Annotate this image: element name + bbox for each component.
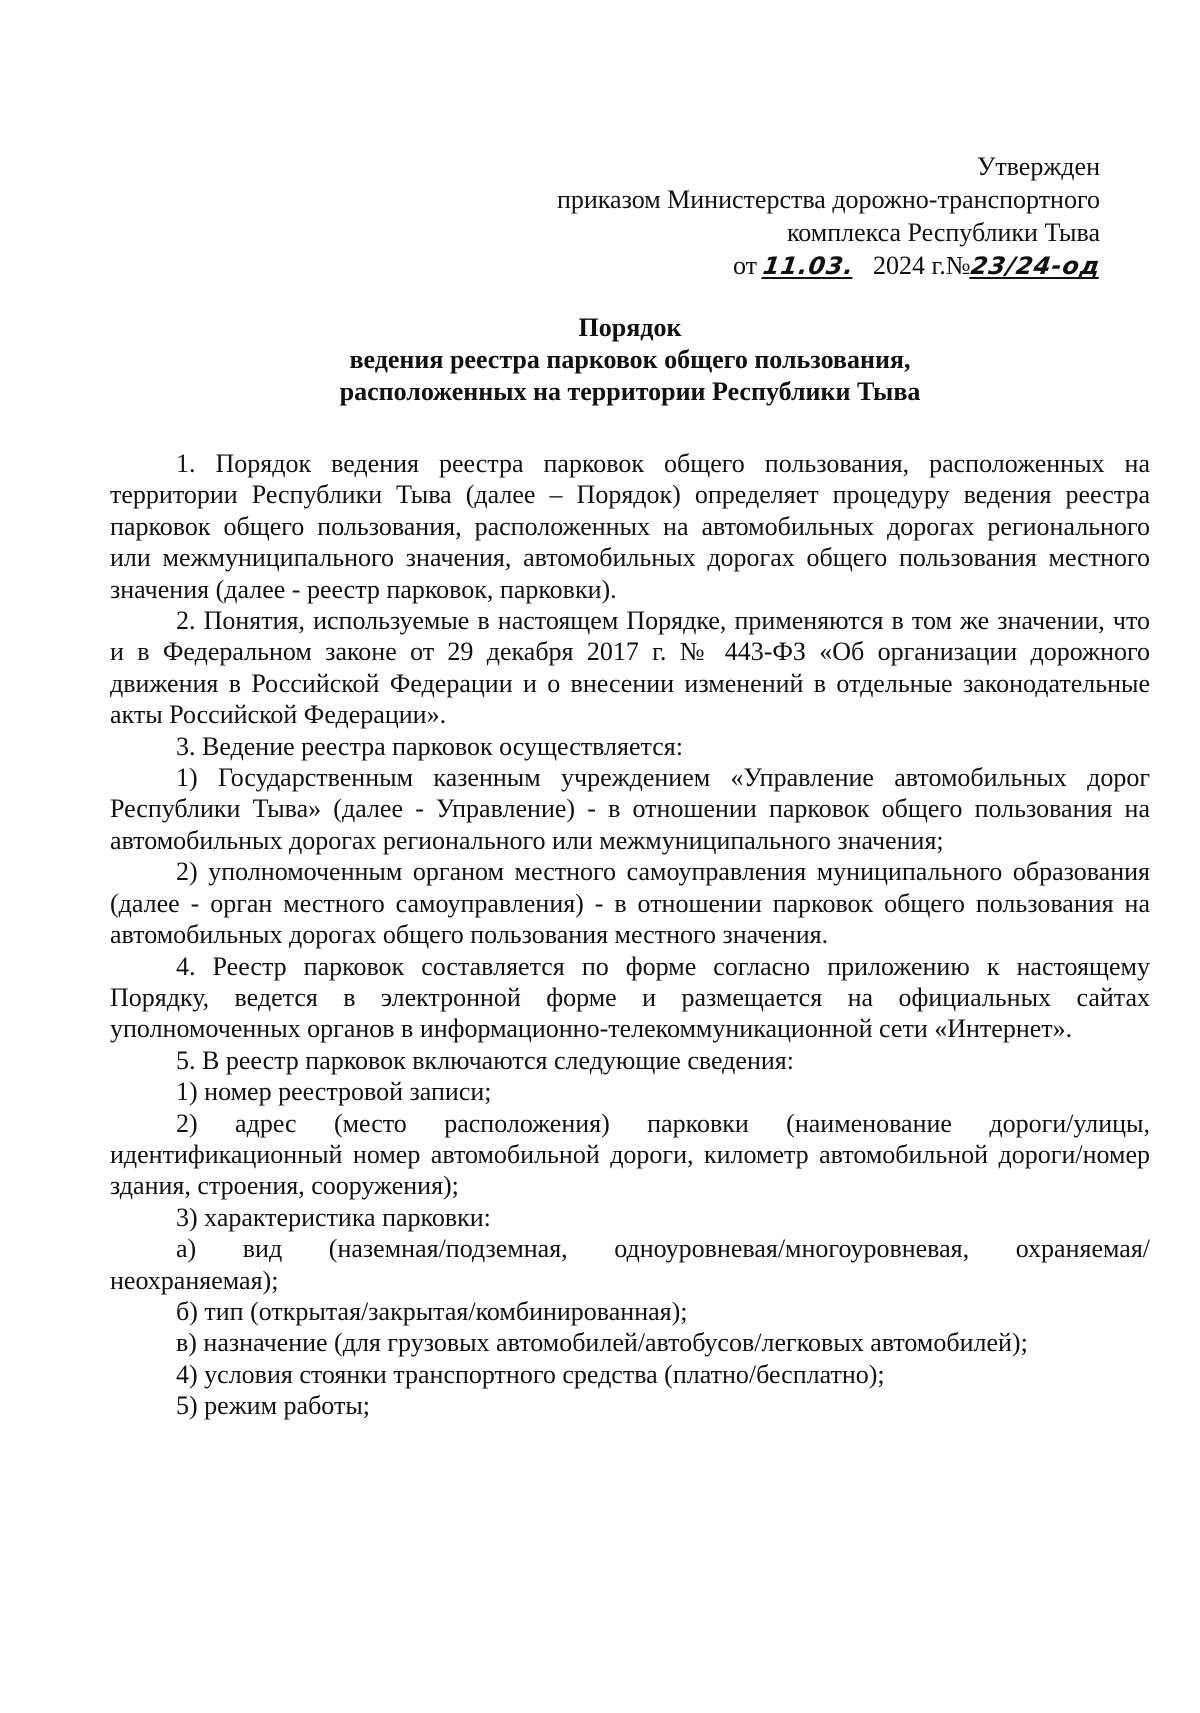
handwritten-number: 23/24-од	[968, 252, 1103, 280]
date-prefix: от	[733, 251, 758, 280]
approval-order: приказом Министерства дорожно-транспортного	[556, 185, 1100, 214]
document-title	[110, 312, 1150, 408]
paragraph: 1) Государственным казенным учреждением «Управление автомобильных дорог Республики Тыва» (далее - Управление) - в отношении парковок общего пользования на автомобильных дорогах регионального или межмуниципального значения;	[110, 763, 1150, 855]
document-body	[110, 448, 1150, 1422]
title-line-1: Порядок	[578, 313, 682, 342]
paragraph: 5. В реестр парковок включаются следующие сведения:	[176, 1045, 794, 1075]
paragraph: 3. Ведение реестра парковок осуществляется:	[176, 731, 683, 761]
date-year: 2024 г.№	[873, 251, 971, 280]
paragraph: 5) режим работы;	[176, 1391, 371, 1421]
paragraph: 2) уполномоченным органом местного самоуправления муниципального образования (далее - орган местного самоуправления) - в отношении парковок общего пользования на автомобильных дорогах общего пользования местного значения.	[110, 857, 1150, 950]
paragraph: а) вид (наземная/подземная, одноуровневая/многоуровневая, охраняемая/неохраняемая);	[110, 1234, 1150, 1295]
paragraph: 4. Реестр парковок составляется по форме согласно приложению к настоящему Порядку, ведется в электронной форме и размещается на официальных сайтах уполномоченных органов в информационно-телекоммуникационной сети «Интернет».	[110, 951, 1150, 1044]
approval-ministry: комплекса Республики Тыва	[786, 218, 1100, 247]
approval-date-line	[557, 249, 1103, 283]
approval-stamp	[556, 150, 1103, 283]
paragraph: 4) условия стоянки транспортного средства (платно/бесплатно);	[176, 1359, 885, 1389]
paragraph: 3) характеристика парковки:	[176, 1202, 491, 1232]
paragraph: 1. Порядок ведения реестра парковок общего пользования, расположенных на территории Республики Тыва (далее – Порядок) определяет процедуру ведения реестра парковок общего пользования, расположенных на автомобильных дорогах регионального или межмуниципального значения, автомобильных дорогах общего пользования местного значения (далее - реестр парковок, парковки).	[110, 449, 1150, 604]
paragraph: 2) адрес (место расположения) парковки (наименование дороги/улицы, идентификационный номер автомобильной дороги, километр автомобильной дороги/номер здания, строения, сооружения);	[110, 1108, 1150, 1201]
handwritten-date: 11.03.	[761, 252, 857, 280]
title-line-2: ведения реестра парковок общего пользования,	[349, 345, 911, 374]
approval-title: Утвержден	[976, 152, 1100, 181]
paragraph: в) назначение (для грузовых автомобилей/автобусов/легковых автомобилей);	[176, 1328, 1028, 1358]
paragraph: б) тип (открытая/закрытая/комбинированная);	[176, 1296, 688, 1326]
title-line-3: расположенных на территории Республики Тыва	[339, 377, 921, 406]
paragraph: 2. Понятия, используемые в настоящем Порядке, применяются в том же значении, что и в Федеральном законе от 29 декабря 2017 г. № 443-ФЗ «Об организации дорожного движения в Российской Федерации и о внесении изменений в отдельные законодательные акты Российской Федерации».	[110, 606, 1150, 730]
paragraph: 1) номер реестровой записи;	[176, 1077, 492, 1107]
